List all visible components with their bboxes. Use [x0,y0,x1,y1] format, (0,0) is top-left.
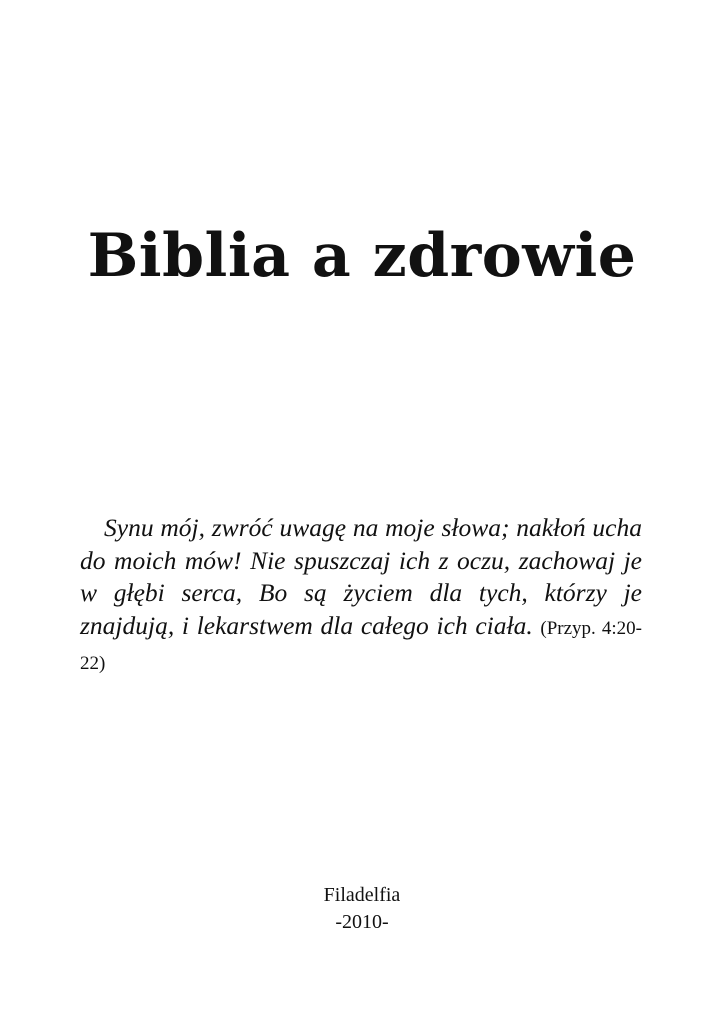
epigraph-quote [80,512,642,681]
publication-place: Filadelfia [323,884,401,906]
book-title: Biblia a zdrowie [87,221,637,291]
quote-reference: (Przyp. 4:20-22) [80,617,642,674]
publication-year: -2010- [335,911,389,933]
quote-text: Synu mój, zwróć uwagę na moje słowa; nakłoń ucha do moich mów! Nie spuszczaj ich z oczu, zachowaj je w głębi serca, Bo są życiem dla tych, którzy je znajdują, i lekarstwem dla całego ich ciała. [80,513,642,640]
imprint [0,882,724,936]
